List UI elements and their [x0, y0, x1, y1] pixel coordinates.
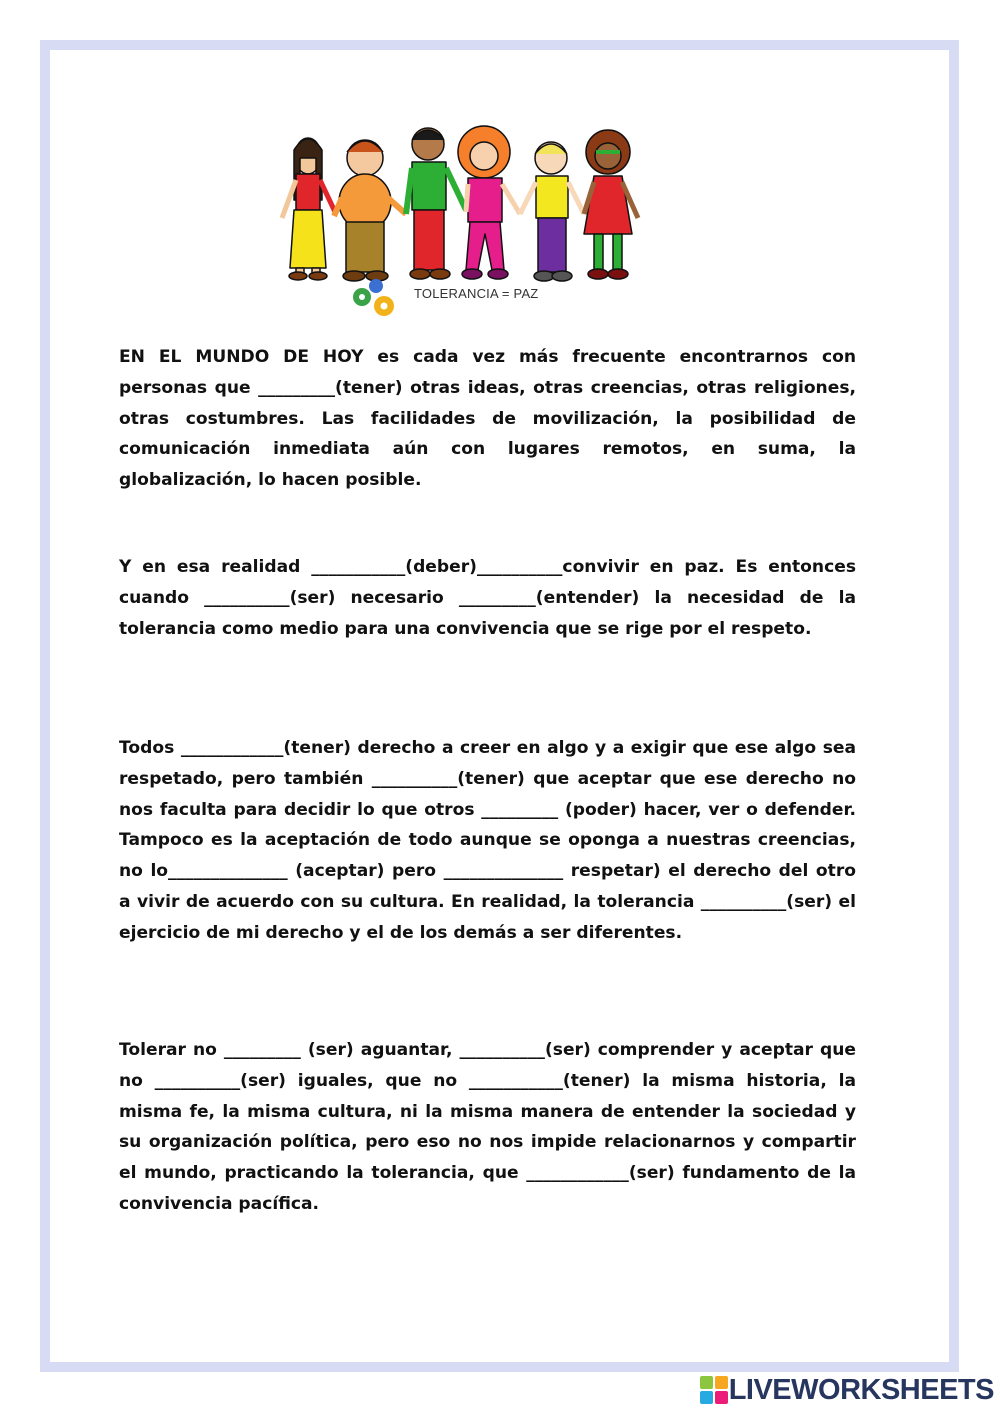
- liveworksheets-wordmark: LIVEWORKSHEETS: [728, 1373, 994, 1406]
- liveworksheets-icon: [699, 1375, 729, 1405]
- paragraph-2: Y en esa realidad ___________(deber)__________convivir en paz. Es entonces cuando __________(ser) necesario _________(entender) la necesidad de la tolerancia como medio para una convivencia que se rige por el respeto.: [119, 557, 856, 639]
- illustration-caption: TOLERANCIA = PAZ: [414, 286, 539, 301]
- liveworksheets-logo: [699, 1373, 994, 1407]
- gears-icon: [353, 279, 394, 316]
- paragraph-3: Todos ____________(tener) derecho a creer en algo y a exigir que ese algo sea respetado, pero también __________(tener) que aceptar que ese derecho no nos faculta para decidir lo que otros _________ (poder) hacer, ver o defender. Tampoco es la aceptación de todo aunque se oponga a nuestras creencias, no lo______________ (aceptar) pero ______________ respetar) el derecho del otro a vivir de acuerdo con su cultura. En realidad, la tolerancia __________(ser) el ejercicio de mi derecho y el de los demás a ser diferentes.: [119, 738, 856, 943]
- paragraph-1: EN EL MUNDO DE HOY es cada vez más frecuente encontrarnos con personas que _________(tener) otras ideas, otras creencias, otras religiones, otras costumbres. Las facilidades de movilización, la posibilidad de comunicación inmediata aún con lugares remotos, en suma, la globalización, lo hacen posible.: [119, 347, 856, 491]
- paragraph-4: Tolerar no _________ (ser) aguantar, __________(ser) comprender y aceptar que no __________(ser) iguales, que no ___________(tener) la misma historia, la misma fe, la misma cultura, ni la misma manera de entender la sociedad y su organización política, pero eso no nos impide relacionarnos y compartir el mundo, practicando la tolerancia, que ____________(ser) fundamento de la convivencia pacífica.: [119, 1040, 856, 1214]
